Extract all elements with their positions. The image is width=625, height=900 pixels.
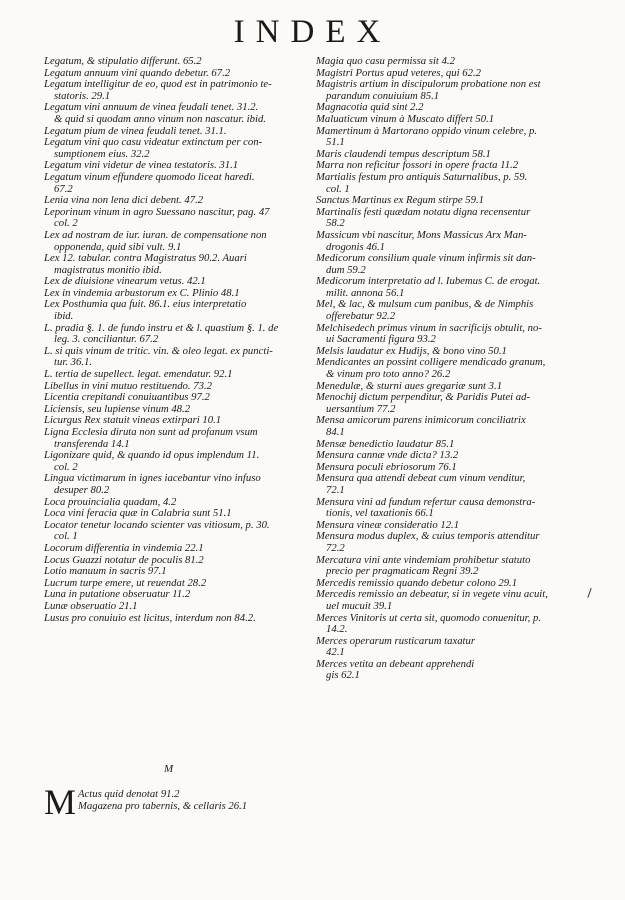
index-entry: Legatum vini annuum de vinea feudali tenet. 31.2. (44, 101, 259, 114)
index-entry: 14.2. (326, 623, 348, 636)
index-entry: Maris claudendi tempus descriptum 58.1 (316, 147, 491, 160)
index-entry: Loca prouincialia quadam, 4.2 (44, 495, 177, 508)
index-entry: Ligna Ecclesia diruta non sunt ad profanum vsum (44, 426, 258, 438)
page-title: INDEX (233, 14, 392, 50)
right-column (316, 56, 582, 682)
index-entry: Magistris artium in discipulorum probatione non est (316, 78, 541, 91)
index-entry: offerebatur 92.2 (326, 310, 396, 323)
index-entry: Mensa amicorum parens inimicorum conciliatrix (316, 414, 526, 427)
index-entry: Magazena pro tabernis, & cellaris 26.1 (78, 799, 248, 812)
index-entry: Lex Posthumia qua fuit. 86.1. eius interpretatio (44, 298, 247, 311)
index-entry: Mensura modus duplex, & cuius temporis attenditur (316, 530, 540, 543)
index-entry: Mensura vini ad fundum refertur causa demonstra- (316, 495, 536, 508)
index-entry: Legatum vini quo casu videatur extinctum per con- (44, 136, 263, 149)
index-entry: 72.2 (326, 541, 345, 554)
index-entry: Mercedis remissio an debeatur, si in vegete vinu acuit, (316, 588, 548, 601)
index-entry: Luna in putatione obseruatur 11.2 (44, 588, 191, 601)
index-entry: Merces operarum rusticarum taxatur (316, 634, 476, 647)
index-entry: parandum conuiuium 85.1 (326, 89, 440, 102)
index-entry: Locator tenetur locando scienter vas vitiosum, p. 30. (44, 518, 270, 531)
index-entry: Mercatura vini ante vindemiam prohibetur statuto (316, 553, 531, 566)
index-entry: drogonis 46.1 (326, 240, 385, 253)
index-entry: Legatum vini videtur de vinea testatoris. 31.1 (44, 159, 239, 172)
section-m-lines (78, 789, 247, 812)
index-entry: Lucrum turpe emere, ut reuendat 28.2 (44, 576, 207, 589)
index-entry: Legatum intelligitur de eo, quod est in patrimonio te- (44, 78, 272, 91)
index-entry: 67.2 (54, 182, 73, 195)
index-entry: Mel, & lac, & mulsum cum panibus, & de Nimphis (316, 298, 534, 311)
index-entry: Lex 12. tabular. contra Magistratus 90.2. Auari (44, 252, 247, 265)
index-entry: Licentia crepitandi conuiuantibus 97.2 (44, 391, 210, 404)
index-entry: 84.1 (326, 426, 345, 438)
index-entry: Lenia vina non lena dici debent. 47.2 (44, 194, 204, 207)
index-entry: Lotio manuum in sacris 97.1 (44, 565, 167, 578)
index-entry: milit. annona 56.1 (326, 286, 405, 299)
index-entry: L. pradia §. 1. de fundo instru et & l. quastium §. 1. de (44, 321, 279, 334)
index-entry: L. si quis vinum de tritic. vin. & oleo legat. ex puncti- (44, 344, 273, 357)
index-entry: 58.2 (326, 217, 345, 230)
index-entry: Legatum pium de vinea feudali tenet. 31.1. (44, 124, 227, 137)
index-entry: Lex in vindemia arbustorum ex C. Plinio 48.1 (44, 286, 240, 299)
index-entry: Leporinum vinum in agro Suessano nascitur, pag. 47 (44, 205, 270, 218)
index-entry: Loca vini feracia quæ in Calabria sunt 51.1 (44, 507, 232, 520)
index-entry: Mensura cannæ vnde dicta? 13.2 (316, 449, 459, 462)
index-entry: Licurgus Rex statuit vineas extirpari 10.1 (44, 414, 222, 427)
index-entry: L. tertia de supellect. legat. emendatur. 92.1 (44, 368, 233, 381)
index-entry: Melsis laudatur ex Hudijs, & bono vino 50.1 (316, 344, 507, 357)
left-column (44, 56, 302, 624)
index-entry: Mensæ benedictio laudatur 85.1 (316, 437, 455, 450)
index-entry: Magia quo casu permissa sit 4.2 (316, 55, 455, 67)
index-entry: col. 1 (54, 530, 78, 543)
index-entry: col. 2 (54, 460, 78, 473)
section-m-entries (44, 782, 304, 826)
index-entry: Ligonizare quid, & quando id opus implendum 11. (44, 449, 260, 462)
index-entry: Lingua victimarum in ignes iacebantur vino infuso (44, 472, 261, 485)
index-entry: Merces vetita an debeant apprehendi (316, 657, 475, 670)
index-entry: 42.1 (326, 646, 345, 659)
section-letter-heading: M (164, 763, 174, 775)
index-entry: Mensura qua attendi debeat cum vinum venditur, (316, 472, 526, 485)
index-entry: magistratus monitio ibid. (54, 263, 162, 276)
index-entry: Actus quid denotat 91.2 (78, 788, 180, 800)
index-entry: sumptionem eius. 32.2 (54, 147, 150, 160)
index-entry: Menedulæ, & sturni aues gregariæ sunt 3.1 (316, 379, 503, 392)
index-entry: Lunæ obseruatio 21.1 (44, 599, 138, 612)
index-entry: Mercedis remissio quando debetur colono 29.1 (316, 576, 518, 589)
index-entry: Merces Vinitoris ut certa sit, quomodo conuenitur, p. (316, 611, 542, 624)
index-entry: & quid si quodam anno vinum non nascatur. ibid. (54, 112, 266, 125)
margin-mark (587, 588, 592, 598)
index-entry: Libellus in vini mutuo restituendo. 73.2 (44, 379, 212, 392)
index-entry: Martialis festum pro antiquis Saturnalibus, p. 59. (316, 170, 528, 183)
index-entry: statoris. 29.1 (54, 89, 111, 102)
index-entry: ui Sacramenti figura 93.2 (326, 333, 436, 346)
index-entry: Mensura poculi ebriosorum 76.1 (316, 460, 457, 473)
index-entry: Mendicantes an possint colligere mendicado granum, (316, 356, 546, 369)
index-entry: transferenda 14.1 (54, 437, 130, 450)
index-entry: Mamertinum à Martorano oppido vinum celebre, p. (316, 124, 538, 137)
index-entry: Magnacotia quid sint 2.2 (316, 101, 424, 114)
index-entry: Locorum differentia in vindemia 22.1 (44, 541, 204, 554)
index-entry: col. 1 (326, 182, 350, 195)
index-entry: 51.1 (326, 136, 345, 149)
index-entry: Menochij dictum perpenditur, & Paridis Putei ad- (316, 391, 531, 404)
index-entry: Lusus pro conuiuio est licitus, interdum non 84.2. (44, 611, 256, 624)
index-entry: gis 62.1 (326, 669, 360, 682)
index-entry: Martinalis festi quædam notatu digna recensentur (316, 205, 531, 218)
index-entry: leg. 3. conciliantur. 67.2 (54, 333, 159, 346)
index-entry: Melchisedech primus vinum in sacrificijs obtulit, no- (316, 321, 542, 334)
index-entry: col. 2 (54, 217, 78, 230)
index-entry: Liciensis, seu lupiense vinum 48.2 (44, 402, 191, 415)
index-entry: desuper 80.2 (54, 483, 110, 496)
index-entry: Legatum, & stipulatio differunt. 65.2 (44, 55, 202, 67)
index-entry: uel mucuit 39.1 (326, 599, 393, 612)
index-entry: precio per pragmaticam Regni 39.2 (326, 565, 479, 578)
index-entry: tionis, vel taxationis 66.1 (326, 507, 434, 520)
index-entry: opponenda, quid sibi vult. 9.1 (54, 240, 182, 253)
index-entry: dum 59.2 (326, 263, 366, 276)
index-entry: Mensura vineæ consideratio 12.1 (316, 518, 460, 531)
index-entry: Locus Guazzi notatur de poculis 81.2 (44, 553, 204, 566)
index-entry: Lex de diuisione vinearum vetus. 42.1 (44, 275, 206, 288)
index-entry: Medicorum consilium quale vinum infirmis sit dan- (316, 252, 536, 265)
index-entry: 72.1 (326, 483, 345, 496)
index-entry: Lex ad nostram de iur. iuran. de compensatione non (44, 228, 267, 241)
index-entry: Sanctus Martinus ex Regum stirpe 59.1 (316, 194, 485, 207)
index-entry: Magistri Portus apud veteres, qui 62.2 (316, 66, 481, 79)
index-entry: Massicum vbi nascitur, Mons Massicus Arx Man- (316, 228, 527, 241)
index-entry: Maluaticum vinum à Muscato differt 50.1 (316, 112, 495, 125)
index-entry: tur. 36.1. (54, 356, 93, 369)
index-entry: ibid. (54, 310, 74, 323)
dropcap-letter: M (44, 782, 77, 822)
index-entry: & vinum pro toto anno? 26.2 (326, 368, 451, 381)
index-entry: Legatum vinum effundere quomodo liceat haredi. (44, 170, 255, 183)
index-entry: Marra non reficitur fossori in opere fracta 11.2 (316, 159, 519, 172)
index-entry: Medicorum interpretatio ad l. Iubemus C. de erogat. (316, 275, 541, 288)
index-entry: uersantium 77.2 (326, 402, 396, 415)
index-entry: Legatum annuum vini quando debetur. 67.2 (44, 66, 231, 79)
